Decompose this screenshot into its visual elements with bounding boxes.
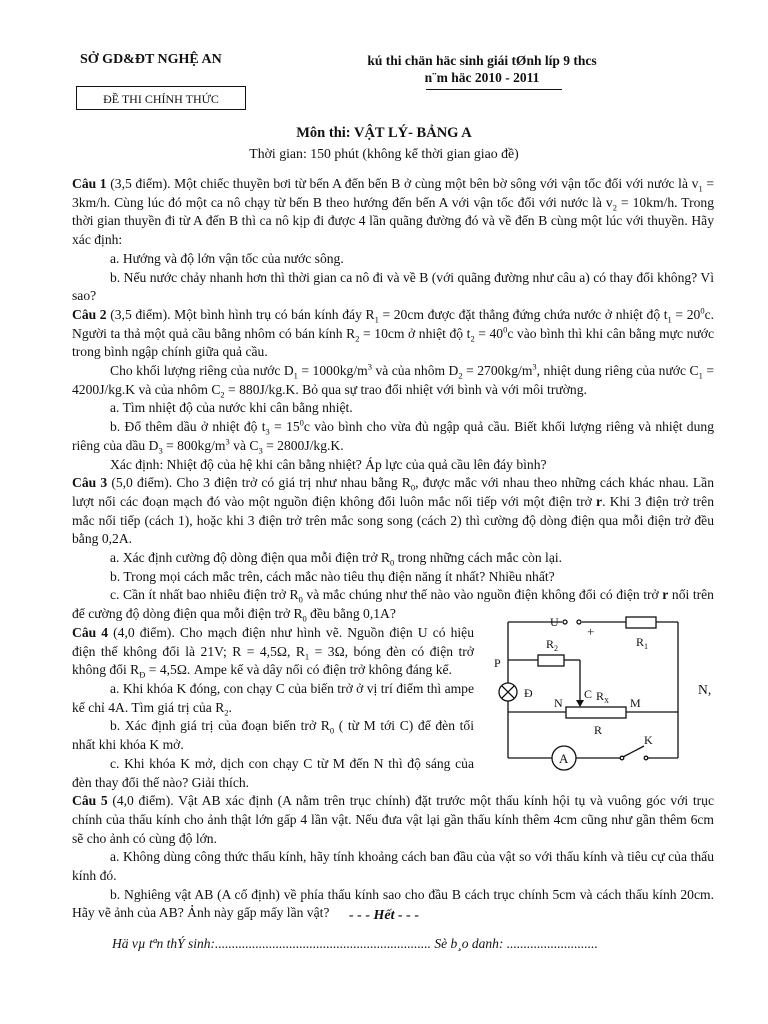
ammeter-label: A: [559, 751, 569, 766]
label-P: P: [494, 656, 501, 670]
question-2: Câu 2 (3,5 điểm). Một bình hình trụ có bán kính đáy $R_1 = 20cm$ được đặt thẳng đứng chứa nước ở nhiệt độ $t_1 = 20^0c$. Người ta thả một quả cầu bằng nhôm có bán kính $R_2 = 10cm$ ở nhiệt độ $t_2 = 40^0c$ vào bình thì khi cân bằng mực nước trong bình ngập chính giữa quả cầu.: [72, 305, 715, 360]
question-2-label: Câu 2: [72, 306, 107, 322]
exam-title-line2: n¨m häc 2010 - 2011: [424, 70, 540, 85]
question-1-part-a: a. Hướng và độ lớn vận tốc của nước sông.: [110, 250, 344, 266]
question-4-part-c: c. Khi khóa K mở, dịch con chạy C từ M đến N thì độ sáng của đèn thay đổi thế nào? Giải thích.: [72, 755, 474, 790]
question-5-label: Câu 5: [72, 793, 108, 809]
question-3-part-b: b. Trong mọi cách mắc trên, cách mắc nào tiêu thụ điện năng ít nhất? Nhiều nhất?: [110, 568, 555, 584]
label-C: C: [584, 687, 593, 701]
question-1: Câu 1 (3,5 điểm). Một chiếc thuyền bơi từ bến A đến bến B ở cùng một bên bờ sông với vận tốc đối với nước là $v_1 = 3km/h$. Cùng lúc đó một ca nô chạy từ bến B theo hướng đến bến A với vận tốc đối với nước là $v_2 = 10km/h$. Trong thời gian thuyền đi từ A đến B thì ca nô kịp đi được 4 lần quãng đường đó và về đến B cùng một lúc với thuyền. Hãy xác định:: [72, 176, 714, 248]
question-3: Câu 3 (5,0 điểm). Cho 3 điện trở có giá trị như nhau bằng $R_0$, được mắc với nhau theo những cách khác nhau. Lần lượt nối các đoạn mạch đó vào một nguồn điện không đổi luôn mắc nối tiếp với một điện trở r. Khi 3 điện trở trên mắc nối tiếp (cách 1), hoặc khi 3 điện trở trên mắc song song (cách 2) thì cường độ dòng điện qua mỗi điện trở đều bằng 0,2A.: [72, 475, 714, 547]
label-K: K: [644, 733, 653, 747]
question-3-part-c: c. Cần ít nhất bao nhiêu điện trở $R_0$ và mắc chúng như thế nào vào nguồn điện không đổi có điện trở r nối trên để cường độ dòng điện qua mỗi điện trở $R_0$ đều bằng 0,1A?: [72, 587, 714, 624]
question-5-part-a: a. Không dùng công thức thấu kính, hãy tính khoảng cách ban đầu của vật so với thấu kính và tiêu cự của thấu kính đó.: [72, 849, 714, 884]
question-5-part-b: b. Nghiêng vật AB (A cố định) về phía thấu kính sao cho đầu B cách trục chính 5cm và cách thấu kính 20cm. Hãy vẽ ảnh của AB? Ảnh này gấp mấy lần vật?: [72, 886, 714, 921]
question-4-part-a: a. Khi khóa K đóng, con chạy C của biến trở ở vị trí điểm thì ampe kế chỉ 4A. Tìm giá trị của $R_2$.: [72, 680, 475, 718]
exam-title-line1: kú thi chän häc sinh giái tØnh líp 9 thcs: [367, 53, 597, 68]
label-R1: $R_1$: [636, 635, 649, 651]
question-3-part-a: a. Xác định cường độ dòng điện qua mỗi điện trở $R_0$ trong những cách mắc còn lại.: [110, 550, 563, 568]
label-D: Đ: [524, 686, 533, 700]
label-N: N: [554, 696, 563, 710]
time-allowed: Thời gian: 150 phút (không kể thời gian giao đề): [249, 146, 519, 161]
question-1-label: Câu 1: [72, 176, 107, 191]
label-plus: +: [587, 624, 595, 639]
label-Rx: $R_X$: [596, 689, 610, 705]
official-exam-box: ĐỀ THI CHÍNH THỨC: [76, 86, 246, 110]
question-4-label: Câu 4: [72, 624, 109, 640]
header-underline: [426, 89, 562, 90]
exam-title: [352, 52, 612, 86]
end-mark: - - - Hết - - -: [349, 908, 419, 923]
question-1-part-b: b. Nếu nước chảy nhanh hơn thì thời gian ca nô đi và về B (với quãng đường như câu a) có thay đổi không? Vì sao?: [72, 269, 714, 304]
question-2-part-c: Xác định: Nhiệt độ của hệ khi cân bằng nhiệt? Áp lực của quả cầu lên đáy bình?: [110, 456, 547, 472]
circuit-diagram: [486, 612, 690, 774]
label-R2: $R_2$: [546, 637, 559, 653]
question-3-label: Câu 3: [72, 475, 108, 491]
label-U: U: [550, 615, 559, 629]
slider-arrowhead: [576, 700, 584, 707]
exam-content: [72, 175, 714, 923]
question-5: Câu 5 (4,0 điểm). Vật AB xác định (A nằm trên trục chính) đặt trước một thấu kính hội tụ và vuông góc với trục chính của thấu kính cho ảnh thật lớn gấp 4 lần vật. Nếu đưa vật lại gần thấu kính thêm 4cm cũng như gần thêm 6cm sẽ cho ảnh có cùng độ lớn.: [72, 793, 714, 846]
question-2-part-b: b. Đổ thêm dầu ở nhiệt độ $t_3 = 15^0c$ vào bình cho vừa đủ ngập quả cầu. Biết khối lượng riêng và nhiệt dung riêng của dầu $D_3 = 800kg/m^3$ và $C_3 = 2800J/kg.K$.: [72, 417, 714, 456]
candidate-info-line: Hä vµ tªn thÝ sinh:................................................................ Sè b¸o danh: ...........................: [112, 936, 598, 951]
label-M: M: [630, 696, 641, 710]
question-4: Câu 4 (4,0 điểm). Cho mạch điện như hình vẽ. Nguồn điện U có hiệu điện thế không đổi là 21V; R = 4,5Ω, $R_1 = 3\Omega$, bóng đèn có điện trở không đổi $R_Đ = 4,5\Omega$. Ampe kế và dây nối có điện trở không đáng kể.: [72, 624, 475, 680]
question-2-given: Cho khối lượng riêng của nước $D_1 = 1000kg/m^3$ và của nhôm $D_2 = 2700kg/m^3$, nhiệt dung riêng của nước $C_1 = 4200J/kg.K$ và của nhôm $C_2 = 880J/kg.K$. Bỏ qua sự trao đổi nhiệt với bình và với môi trường.: [72, 361, 714, 400]
question-4-part-a-tail: N,: [698, 682, 712, 697]
department-name: SỞ GD&ĐT NGHỆ AN: [80, 52, 222, 67]
subject-title: Môn thi: VẬT LÝ- BẢNG A: [296, 125, 472, 141]
label-R: R: [594, 723, 603, 737]
question-4-part-b: b. Xác định giá trị của đoạn biến trở $R_0$ ( từ M tới C) để đèn tối nhất khi khóa K mở.: [72, 718, 474, 753]
question-2-part-a: a. Tìm nhiệt độ của nước khi cân bằng nhiệt.: [110, 400, 353, 416]
